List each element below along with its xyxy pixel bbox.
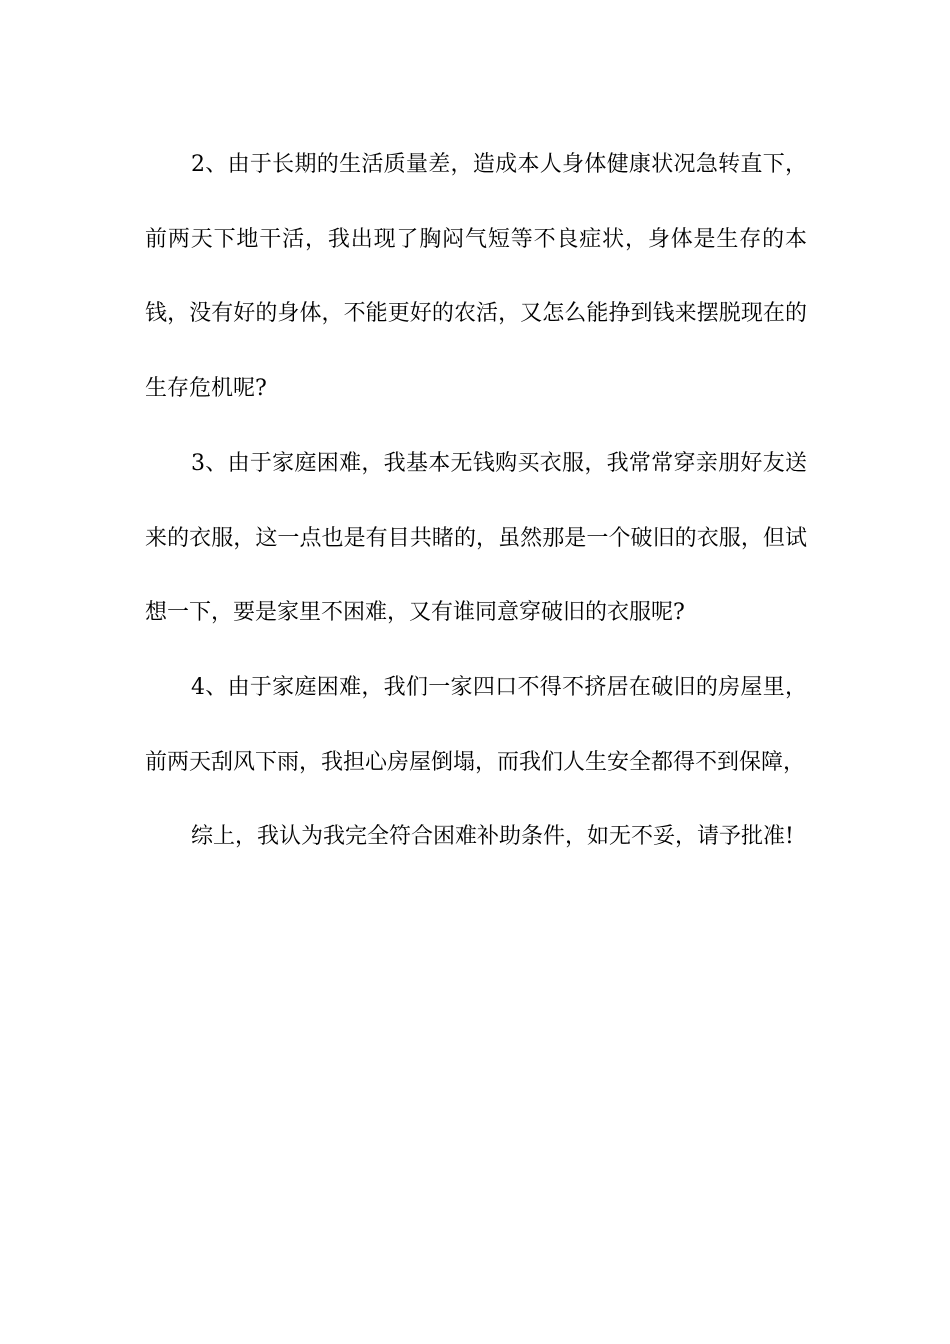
paragraph-clothing: 3、由于家庭困难，我基本无钱购买衣服，我常常穿亲朋好友送来的衣服，这一点也是有目共睹的，虽然那是一个破旧的衣服，但试想一下，要是家里不困难，又有谁同意穿破旧的衣服呢? — [145, 450, 807, 626]
paragraph-housing: 4、由于家庭困难，我们一家四口不得不挤居在破旧的房屋里，前两天刮风下雨，我担心房屋倒塌，而我们人生安全都得不到保障， — [145, 674, 807, 775]
paragraph-health: 2、由于长期的生活质量差，造成本人身体健康状况急转直下，前两天下地干活，我出现了胸闷气短等不良症状，身体是生存的本钱，没有好的身体，不能更好的农活，又怎么能挣到钱来摆脱现在的生存危机呢? — [145, 152, 807, 402]
document-body — [145, 128, 807, 875]
paragraph-conclusion: 综上，我认为我完全符合困难补助条件，如无不妥，请予批准! — [191, 824, 794, 850]
